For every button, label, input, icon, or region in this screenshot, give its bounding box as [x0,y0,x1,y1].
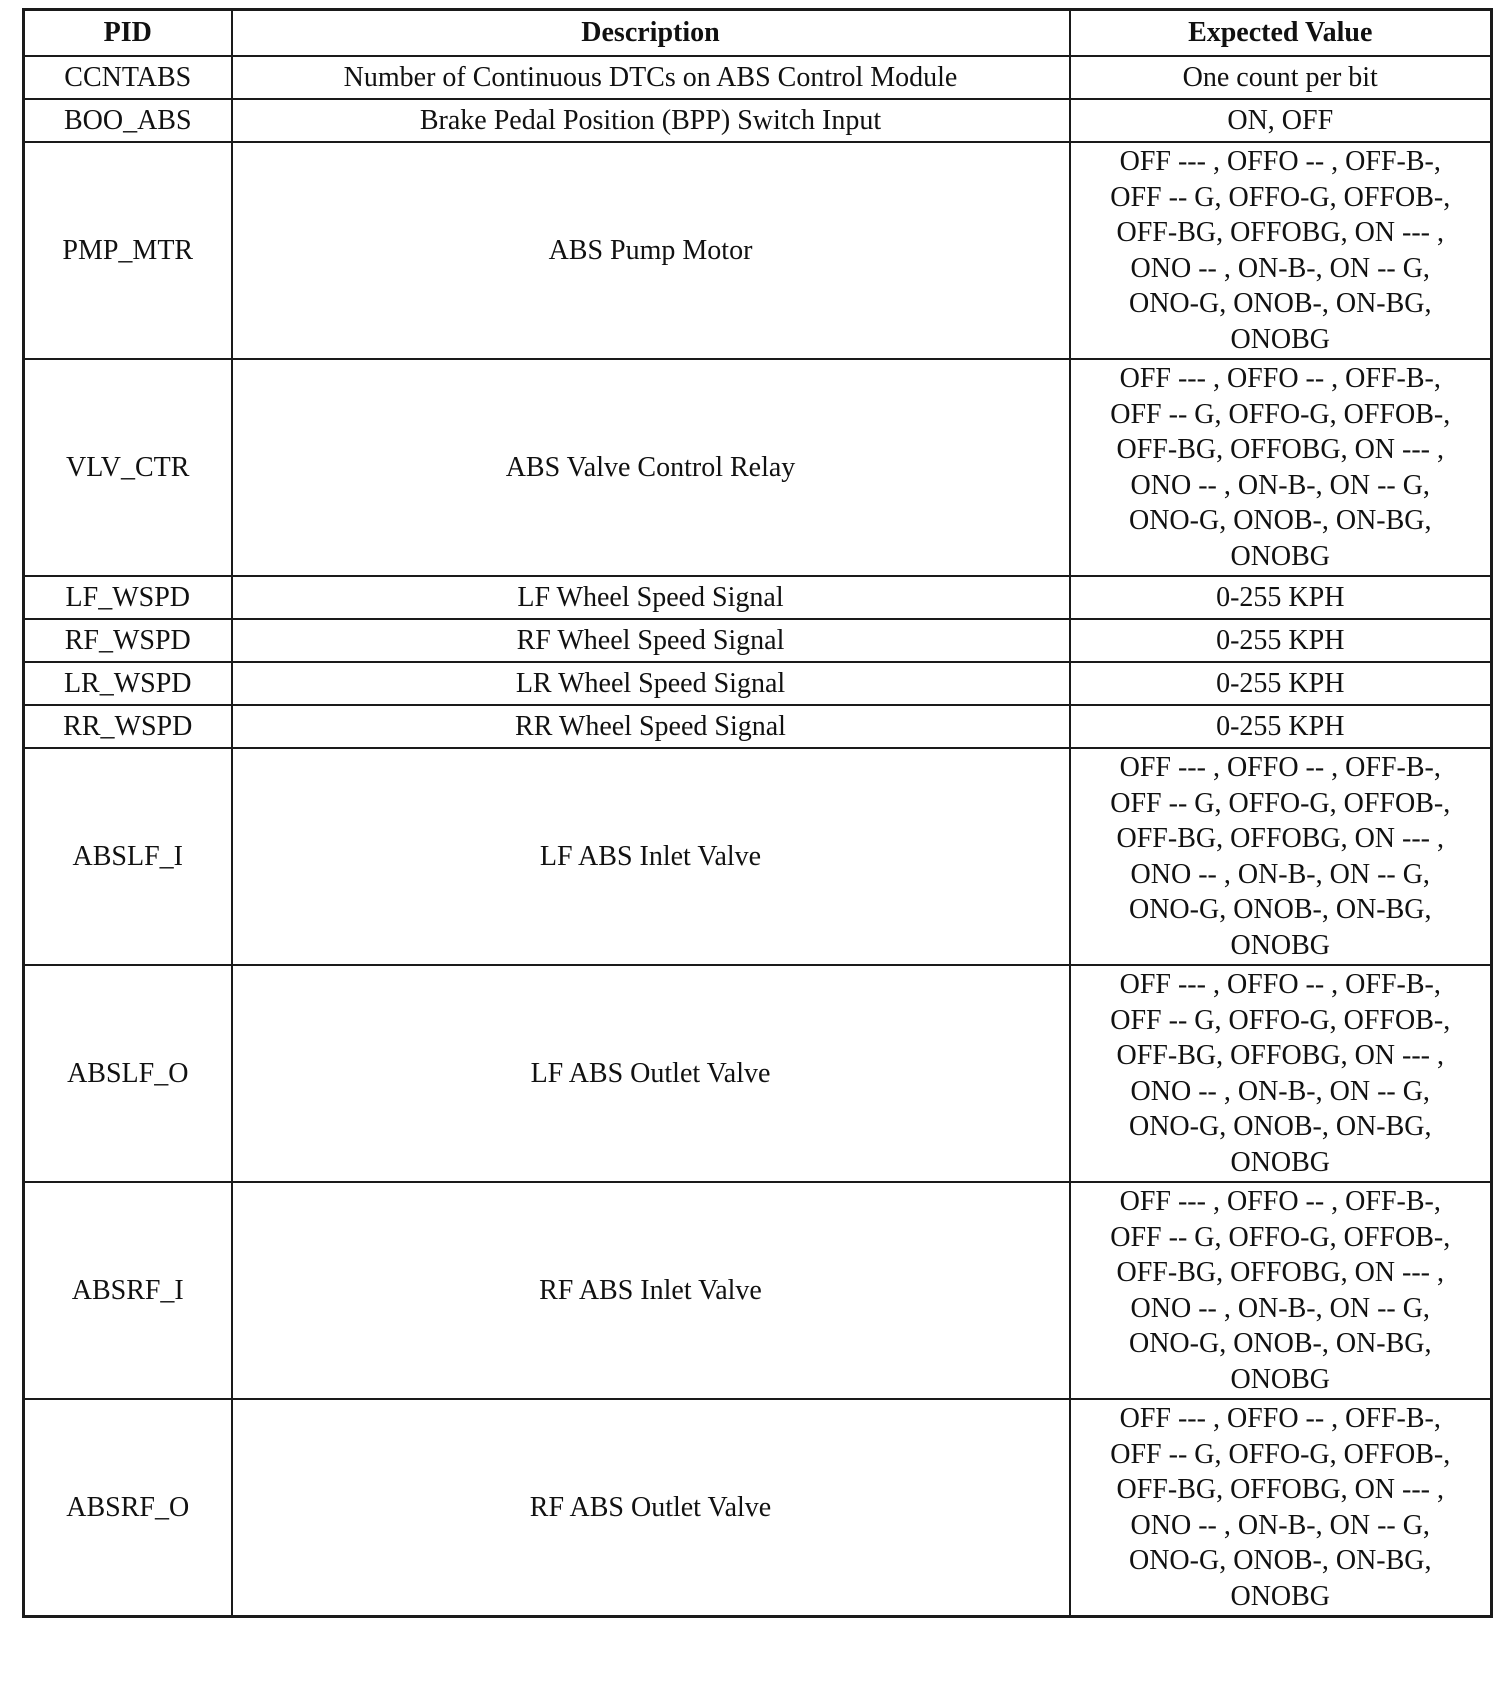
expected-value-line: ONOBG [1230,1363,1331,1395]
expected-value-line: ONO -- , ON-B-, ON -- G, [1130,469,1430,501]
expected-value-line: ONO-G, ONOB-, ON-BG, [1128,1328,1432,1359]
description-cell: RF ABS Outlet Valve [232,1399,1070,1617]
expected-value-line: OFF -- G, OFFO-G, OFFOB-, [1110,787,1451,819]
header-description: Description [232,10,1070,57]
expected-value-cell [1070,56,1492,99]
expected-value-line: OFF --- , OFFO -- , OFF-B-, [1119,969,1441,1000]
expected-value-line: ONO -- , ON-B-, ON -- G, [1130,1509,1430,1541]
expected-value-cell [1070,576,1492,619]
table-row [24,359,1492,576]
pid-cell: ABSRF_O [24,1399,232,1617]
description-cell: LF ABS Outlet Valve [232,965,1070,1182]
description-cell: Number of Continuous DTCs on ABS Control Module [232,56,1070,99]
table-row [24,705,1492,748]
expected-value-line: OFF --- , OFFO -- , OFF-B-, [1119,146,1441,177]
expected-value-line: ONO-G, ONOB-, ON-BG, [1128,288,1432,319]
table-row [24,619,1492,662]
expected-value-cell [1070,748,1492,965]
description-cell: LF ABS Inlet Valve [232,748,1070,965]
expected-value-line: 0-255 KPH [1216,710,1345,742]
description-cell: ABS Pump Motor [232,142,1070,359]
expected-value-line: ON, OFF [1227,104,1334,136]
pid-cell: ABSLF_O [24,965,232,1182]
expected-value-line: OFF-BG, OFFOBG, ON --- , [1116,1474,1444,1505]
expected-value-line: OFF -- G, OFFO-G, OFFOB-, [1110,1438,1451,1470]
description-cell: RR Wheel Speed Signal [232,705,1070,748]
table-row [24,1399,1492,1617]
header-pid: PID [24,10,232,57]
table-row [24,662,1492,705]
pid-cell: LR_WSPD [24,662,232,705]
table-row [24,965,1492,1182]
expected-value-cell [1070,142,1492,359]
expected-value-line: OFF --- , OFFO -- , OFF-B-, [1119,1403,1441,1434]
pid-cell: LF_WSPD [24,576,232,619]
header-expected-value: Expected Value [1070,10,1492,57]
expected-value-cell [1070,619,1492,662]
description-cell: Brake Pedal Position (BPP) Switch Input [232,99,1070,142]
pid-cell: ABSRF_I [24,1182,232,1399]
expected-value-line: ONO-G, ONOB-, ON-BG, [1128,1545,1432,1576]
pid-table [22,8,1493,1618]
expected-value-cell [1070,662,1492,705]
expected-value-line: OFF --- , OFFO -- , OFF-B-, [1119,752,1441,783]
expected-value-line: ONOBG [1230,929,1331,961]
expected-value-line: OFF -- G, OFFO-G, OFFOB-, [1110,398,1451,430]
expected-value-cell [1070,99,1492,142]
expected-value-cell [1070,705,1492,748]
description-cell: RF Wheel Speed Signal [232,619,1070,662]
pid-cell: RR_WSPD [24,705,232,748]
expected-value-line: ONO -- , ON-B-, ON -- G, [1130,1075,1430,1107]
expected-value-line: OFF-BG, OFFOBG, ON --- , [1116,217,1444,248]
expected-value-line: ONO-G, ONOB-, ON-BG, [1128,505,1432,536]
pid-cell: PMP_MTR [24,142,232,359]
expected-value-line: ONO -- , ON-B-, ON -- G, [1130,252,1430,284]
expected-value-line: 0-255 KPH [1216,581,1345,613]
table-row [24,99,1492,142]
table-row [24,142,1492,359]
description-cell: ABS Valve Control Relay [232,359,1070,576]
expected-value-line: OFF-BG, OFFOBG, ON --- , [1116,1040,1444,1071]
table-row [24,1182,1492,1399]
pid-cell: RF_WSPD [24,619,232,662]
expected-value-line: ONO -- , ON-B-, ON -- G, [1130,858,1430,890]
expected-value-line: OFF-BG, OFFOBG, ON --- , [1116,823,1444,854]
description-cell: LR Wheel Speed Signal [232,662,1070,705]
pid-cell: VLV_CTR [24,359,232,576]
expected-value-line: OFF-BG, OFFOBG, ON --- , [1116,1257,1444,1288]
pid-cell: BOO_ABS [24,99,232,142]
table-body [24,56,1492,1617]
expected-value-line: ONOBG [1230,1580,1331,1612]
expected-value-line: OFF --- , OFFO -- , OFF-B-, [1119,363,1441,394]
description-cell: LF Wheel Speed Signal [232,576,1070,619]
table-row [24,56,1492,99]
expected-value-cell [1070,1399,1492,1617]
expected-value-line: OFF -- G, OFFO-G, OFFOB-, [1110,1221,1451,1253]
expected-value-line: ONOBG [1230,540,1331,572]
pid-cell: CCNTABS [24,56,232,99]
expected-value-line: One count per bit [1182,61,1378,93]
description-cell: RF ABS Inlet Valve [232,1182,1070,1399]
header-row [24,10,1492,57]
expected-value-line: ONO -- , ON-B-, ON -- G, [1130,1292,1430,1324]
expected-value-line: OFF-BG, OFFOBG, ON --- , [1116,434,1444,465]
expected-value-line: ONO-G, ONOB-, ON-BG, [1128,894,1432,925]
expected-value-line: ONO-G, ONOB-, ON-BG, [1128,1111,1432,1142]
table-row [24,748,1492,965]
expected-value-line: ONOBG [1230,1146,1331,1178]
expected-value-cell [1070,1182,1492,1399]
expected-value-cell [1070,359,1492,576]
expected-value-line: OFF -- G, OFFO-G, OFFOB-, [1110,181,1451,213]
expected-value-cell [1070,965,1492,1182]
table-row [24,576,1492,619]
expected-value-line: ONOBG [1230,323,1331,355]
expected-value-line: 0-255 KPH [1216,667,1345,699]
expected-value-line: 0-255 KPH [1216,624,1345,656]
expected-value-line: OFF --- , OFFO -- , OFF-B-, [1119,1186,1441,1217]
pid-cell: ABSLF_I [24,748,232,965]
expected-value-line: OFF -- G, OFFO-G, OFFOB-, [1110,1004,1451,1036]
